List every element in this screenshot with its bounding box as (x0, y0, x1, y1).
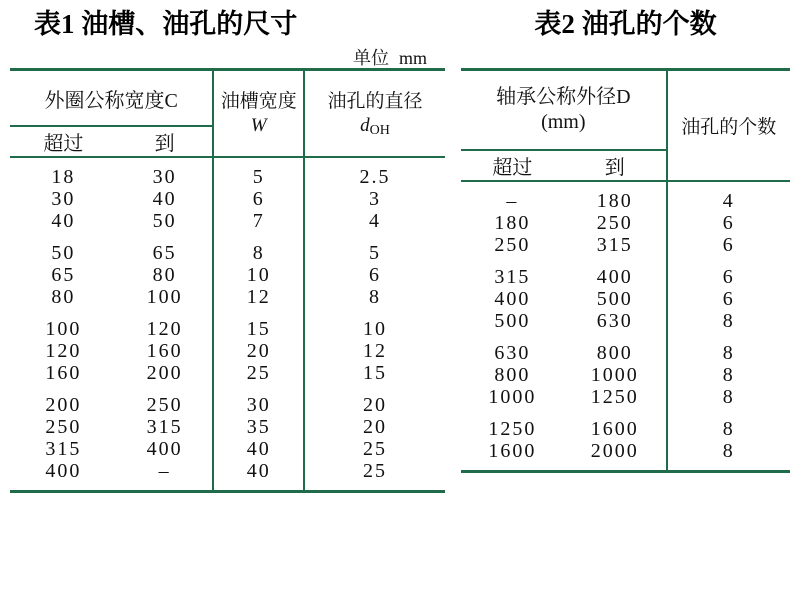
table-2-title-spacer (461, 44, 790, 68)
cell-upto: 30 (152, 166, 177, 189)
cell-hole-count: 8 (667, 342, 790, 364)
cell-over: 160 (45, 362, 82, 385)
cell-hole-diameter: 4 (304, 210, 445, 232)
table-row (461, 288, 790, 310)
cell-over: 800 (494, 364, 531, 387)
cell-groove-width: 40 (213, 460, 304, 482)
table-1-subheader-over: 超过 (10, 126, 117, 157)
table-row (461, 190, 790, 212)
table-1-block (0, 0, 445, 493)
cell-hole-count: 4 (667, 190, 790, 212)
table-row (461, 266, 790, 288)
cell-hole-diameter: 20 (304, 416, 445, 438)
cell-over: 1600 (488, 440, 537, 463)
table-1-header-hole-diameter-symbol (305, 114, 445, 138)
cell-hole-diameter: 15 (304, 362, 445, 384)
cell-over: 250 (494, 234, 531, 257)
table-2-block (445, 0, 790, 473)
cell-hole-diameter: 8 (304, 286, 445, 308)
cell-hole-diameter: 2.5 (304, 166, 445, 188)
cell-groove-width: 25 (213, 362, 304, 384)
cell-over: 180 (494, 212, 531, 235)
table-1-bottom-rule (10, 482, 445, 492)
cell-groove-width: 10 (213, 264, 304, 286)
group-gap (461, 256, 790, 266)
cell-hole-count: 6 (667, 234, 790, 256)
cell-upto: 180 (596, 190, 633, 213)
table-row (10, 362, 445, 384)
table-row (461, 440, 790, 462)
group-gap (10, 232, 445, 242)
cell-groove-width: 35 (213, 416, 304, 438)
cell-upto: 500 (596, 288, 633, 311)
cell-upto: 630 (596, 310, 633, 333)
table-1-header-groove-width-symbol: W (250, 114, 267, 136)
cell-upto: 400 (146, 438, 183, 461)
symbol-d-subscript: OH (369, 122, 390, 138)
cell-upto: 250 (596, 212, 633, 235)
cell-over: 1000 (488, 386, 537, 409)
cell-upto: 1250 (590, 386, 639, 409)
cell-upto: 40 (152, 188, 177, 211)
table-row (461, 418, 790, 440)
cell-hole-count: 8 (667, 440, 790, 462)
cell-upto: – (158, 460, 171, 483)
cell-over: 500 (494, 310, 531, 333)
table-2-header-outer-diameter (461, 70, 667, 151)
cell-groove-width: 7 (213, 210, 304, 232)
cell-over: 18 (51, 166, 76, 189)
table-2-header-hole-count: 油孔的个数 (667, 70, 790, 182)
table-1-unit-note (10, 44, 445, 68)
cell-hole-diameter: 12 (304, 340, 445, 362)
cell-upto: 250 (146, 394, 183, 417)
table-row (10, 210, 445, 232)
group-gap (461, 408, 790, 418)
table-2-header-outer-diameter-unit: (mm) (541, 111, 586, 134)
table-row (461, 310, 790, 332)
cell-hole-diameter: 25 (304, 460, 445, 482)
cell-over: 65 (51, 264, 76, 287)
cell-hole-count: 6 (667, 212, 790, 234)
table-row (461, 212, 790, 234)
cell-groove-width: 12 (213, 286, 304, 308)
cell-hole-diameter: 20 (304, 394, 445, 416)
cell-upto: 2000 (590, 440, 639, 463)
unit-label: 单位 (352, 48, 389, 69)
cell-groove-width: 6 (213, 188, 304, 210)
cell-upto: 1600 (590, 418, 639, 441)
cell-hole-count: 6 (667, 266, 790, 288)
cell-over: 400 (494, 288, 531, 311)
table-1-title: 表1 油槽、油孔的尺寸 (34, 9, 298, 39)
cell-groove-width: 8 (213, 242, 304, 264)
cell-upto: 800 (596, 342, 633, 365)
table-1-header-groove-width (213, 70, 304, 158)
table-2-bottom-rule (461, 462, 790, 472)
cell-hole-diameter: 6 (304, 264, 445, 286)
table-1-header-divider (10, 157, 445, 166)
table-1-header-hole-diameter (304, 70, 445, 158)
cell-over: 50 (51, 242, 76, 265)
cell-over: 315 (494, 266, 531, 289)
cell-hole-count: 8 (667, 418, 790, 440)
table-row (461, 386, 790, 408)
cell-over: 250 (45, 416, 82, 439)
cell-over: 200 (45, 394, 82, 417)
table-1-subheader-upto: 到 (117, 126, 214, 157)
table-row (10, 460, 445, 482)
cell-upto: 1000 (590, 364, 639, 387)
cell-over: 1250 (488, 418, 537, 441)
cell-over: 630 (494, 342, 531, 365)
cell-hole-count: 8 (667, 386, 790, 408)
cell-upto: 315 (596, 234, 633, 257)
cell-hole-count: 8 (667, 310, 790, 332)
table-2-header-row-1 (461, 70, 790, 151)
cell-over: – (506, 190, 519, 213)
cell-over: 80 (51, 286, 76, 309)
cell-upto: 65 (152, 242, 177, 265)
table-row (10, 242, 445, 264)
cell-hole-diameter: 3 (304, 188, 445, 210)
group-gap (10, 384, 445, 394)
table-row (10, 286, 445, 308)
cell-upto: 200 (146, 362, 183, 385)
table-row (10, 438, 445, 460)
cell-upto: 120 (146, 318, 183, 341)
table-row (10, 318, 445, 340)
cell-upto: 100 (146, 286, 183, 309)
unit-value: mm (398, 48, 427, 69)
cell-groove-width: 15 (213, 318, 304, 340)
table-row (10, 394, 445, 416)
table-2 (461, 68, 790, 473)
table-2-subheader-over: 超过 (461, 150, 564, 181)
table-2-title: 表2 油孔的个数 (534, 9, 717, 39)
table-row (10, 264, 445, 286)
cell-hole-diameter: 10 (304, 318, 445, 340)
table-1-header-row-1 (10, 70, 445, 127)
cell-upto: 400 (596, 266, 633, 289)
table-row (461, 342, 790, 364)
cell-over: 120 (45, 340, 82, 363)
cell-groove-width: 20 (213, 340, 304, 362)
cell-over: 315 (45, 438, 82, 461)
table-row (10, 416, 445, 438)
table-1-header-outer-width: 外圈公称宽度C (10, 70, 213, 127)
cell-over: 400 (45, 460, 82, 483)
cell-upto: 50 (152, 210, 177, 233)
cell-upto: 80 (152, 264, 177, 287)
cell-groove-width: 30 (213, 394, 304, 416)
cell-hole-diameter: 5 (304, 242, 445, 264)
table-1-header-groove-width-line1: 油槽宽度 (220, 91, 297, 113)
table-1 (10, 68, 445, 493)
cell-hole-diameter: 25 (304, 438, 445, 460)
table-2-header-divider (461, 181, 790, 190)
table-row (10, 188, 445, 210)
cell-over: 40 (51, 210, 76, 233)
cell-hole-count: 8 (667, 364, 790, 386)
symbol-d: d (360, 114, 370, 136)
cell-upto: 315 (146, 416, 183, 439)
cell-upto: 160 (146, 340, 183, 363)
table-row (461, 364, 790, 386)
group-gap (461, 332, 790, 342)
cell-groove-width: 40 (213, 438, 304, 460)
table-row (10, 340, 445, 362)
cell-over: 100 (45, 318, 82, 341)
table-2-subheader-upto: 到 (564, 150, 667, 181)
table-2-header-outer-diameter-line1: 轴承公称外径D (496, 86, 631, 109)
table-1-header-hole-diameter-line1: 油孔的直径 (327, 91, 423, 113)
table-row (461, 234, 790, 256)
cell-groove-width: 5 (213, 166, 304, 188)
cell-hole-count: 6 (667, 288, 790, 310)
table-row (10, 166, 445, 188)
cell-over: 30 (51, 188, 76, 211)
group-gap (10, 308, 445, 318)
